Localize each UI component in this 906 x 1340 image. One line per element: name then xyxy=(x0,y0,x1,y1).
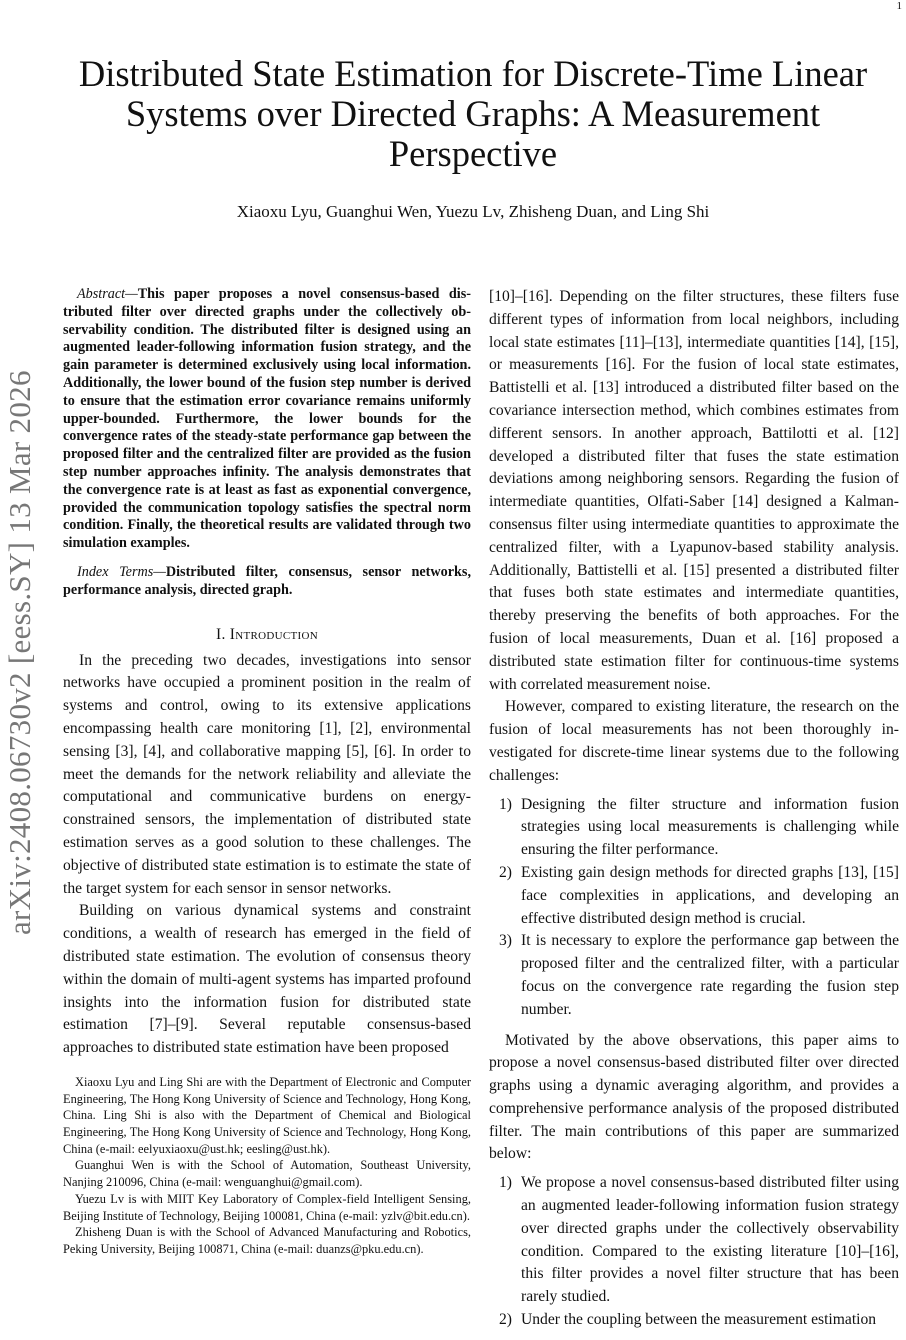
list-number: 2) xyxy=(499,863,512,881)
arxiv-stamp: arXiv:2408.06730v2 [eess.SY] 13 Mar 2026 xyxy=(2,370,37,935)
abstract-label: Abstract— xyxy=(77,286,138,302)
page-number: 1 xyxy=(896,0,902,12)
section-heading xyxy=(63,626,471,644)
contributions-list xyxy=(489,1172,899,1332)
paper-title: Distributed State Estimation for Discrete-Time Linear Systems over Directed Graphs: A Measurement Perspective xyxy=(78,53,868,174)
paragraph: However, compared to existing literature, the research on the fusion of local measurements has not been thoroughly investigated for discrete-time linear systems due to the following challenges: xyxy=(489,698,899,784)
index-terms xyxy=(63,564,471,600)
list-item xyxy=(489,862,899,930)
list-text: We propose a novel consensus-based distributed filter using an augmented leader-following information fusion strategy over directed graphs under the collectively observability condition. Compared to the existing literature [10]–[16], this filter provides a novel filter structure that has been rarely studied. xyxy=(521,1174,899,1306)
list-number: 3) xyxy=(499,932,512,950)
footnote: Yuezu Lv is with MIIT Key Laboratory of Complex-field Intelligent Sensing, Beijing Institute of Technology, Beijing 100081, China (e-mail: yzlv@bit.edu.cn). xyxy=(63,1191,471,1223)
paper-authors: Xiaoxu Lyu, Guanghui Wen, Yuezu Lv, Zhisheng Duan, and Ling Shi xyxy=(236,202,710,221)
paragraph: In the preceding two decades, investigations into sensor networks have occupied a prominent position in the realm of systems and control, owing to its extensive applications encompassing health care monitoring [1], [2], environmental sensing [3], [4], and collaborative mapping [5], [6]. In order to meet the demands for the network reliability and alleviate the computational and communicative burdens on energy-constrained sensors, the implementation of distributed state estimation serves as a good solution to these challenges. The objective of distributed state estimation is to estimate the state of the target system for each sensor in sensor networks. xyxy=(63,651,471,897)
footnote: Zhisheng Duan is with the School of Advanced Manufacturing and Robotics, Peking University, Beijing 100871, China (e-mail: duanzs@pku.edu.cn). xyxy=(63,1225,471,1256)
paragraph: Motivated by the above observations, this paper aims to propose a novel consensus-based distributed filter over directed graphs using a dynamic averaging algorithm, and provides a comprehensive performance analysis of the proposed distributed filter. The main contributions of this paper are summarized below: xyxy=(489,1031,899,1163)
index-terms-text: Distributed filter, consensus, sensor networks, performance analysis, directed graph. xyxy=(63,563,471,598)
list-item xyxy=(489,930,899,1021)
footnotes xyxy=(63,1074,471,1258)
list-text: Existing gain design methods for directed graphs [13], [15] face complexities in applications, and developing an effective distributed design method is crucial. xyxy=(521,863,899,927)
challenges-list xyxy=(489,794,899,1022)
list-number: 1) xyxy=(499,1174,512,1192)
section-number: I. xyxy=(215,625,230,643)
abstract xyxy=(63,286,471,553)
abstract-text: This paper proposes a novel consensus-based distributed filter over directed graphs under the collectively observability condition. The distributed filter is designed using an augmented leader-following information fusion strategy, and the gain parameter is determined exclusively using local information. Additionally, the lower bound of the fusion step number is derived to ensure that the estimation error covariance remains uniformly upper-bounded. Furthermore, the lower bounds for the convergence rates of the steady-state performance gap between the proposed filter and the centralized filter are provided as the fusion step number approaches infinity. The analysis demonstrates that the convergence rate is at least as fast as exponential convergence, provided the communication topology satisfies the spectral norm condition. Finally, the theoretical results are validated through two simulation examples. xyxy=(63,286,471,552)
list-item xyxy=(489,1172,899,1309)
list-item xyxy=(489,1309,899,1332)
section-title: Introduction xyxy=(229,625,318,643)
paragraph: Building on various dynamical systems and constraint conditions, a wealth of research has emerged in the field of distributed state estimation. The evolution of consensus theory within the domain of multi-agent systems has imparted profound insights into the information fusion for distributed state estimation [7]–[9]. Several reputable consensus-based approaches to distributed state estimation have been proposed xyxy=(63,902,471,1057)
list-number: 1) xyxy=(499,795,512,813)
footnote: Guanghui Wen is with the School of Automation, Southeast University, Nanjing 210096, China (e-mail: wenguanghui@gmail.com). xyxy=(63,1158,471,1190)
left-column xyxy=(63,286,471,1258)
paragraph: [10]–[16]. Depending on the filter structures, these filters fuse different types of information from local neighbors, including local state estimates [11]–[13], intermediate quantities [14], [15], or measurements [16]. For the fusion of local state estimates, Battistelli et al. [13] introduced a distributed filter based on the covariance intersection method, which combines estimates from different sensors. In another approach, Battilotti et al. [12] developed a distributed filter that fuses the state estimation deviations among neighboring sensors. Regarding the fusion of intermediate quantities, Olfati-Saber [14] designed a Kalman-consensus filter using intermediate quantities to approximate the centralized filter, with a Lyapunov-based stability analysis. Additionally, Battistelli et al. [15] presented a distributed filter that fuses both state estimates and intermediate quantities, thereby preserving the benefits of both approaches. For the fusion of local measurements, Duan et al. [16] proposed a distributed state estimation filter for continuous-time systems with correlated measurement noise. xyxy=(489,288,899,693)
list-text: Under the coupling between the measurement estimation xyxy=(521,1311,877,1329)
list-text: Designing the filter structure and information fusion strategies using local measurements is challenging while ensuring the filter performance. xyxy=(521,795,899,859)
list-item xyxy=(489,794,899,862)
index-terms-label: Index Terms— xyxy=(77,563,166,580)
right-column xyxy=(489,286,899,1340)
list-number: 2) xyxy=(499,1311,512,1329)
footnote: Xiaoxu Lyu and Ling Shi are with the Department of Electronic and Computer Engineering, The Hong Kong University of Science and Technology, Hong Kong, China. Ling Shi is also with the Department of Chemical and Biological Engineering, The Hong Kong University of Science and Technology, Hong Kong, China (e-mail: eelyuxiaoxu@ust.hk; eesling@ust.hk). xyxy=(63,1074,471,1156)
list-text: It is necessary to explore the performance gap between the proposed filter and the centralized filter, with a particular focus on the convergence rate regarding the fusion step number. xyxy=(521,932,899,1018)
